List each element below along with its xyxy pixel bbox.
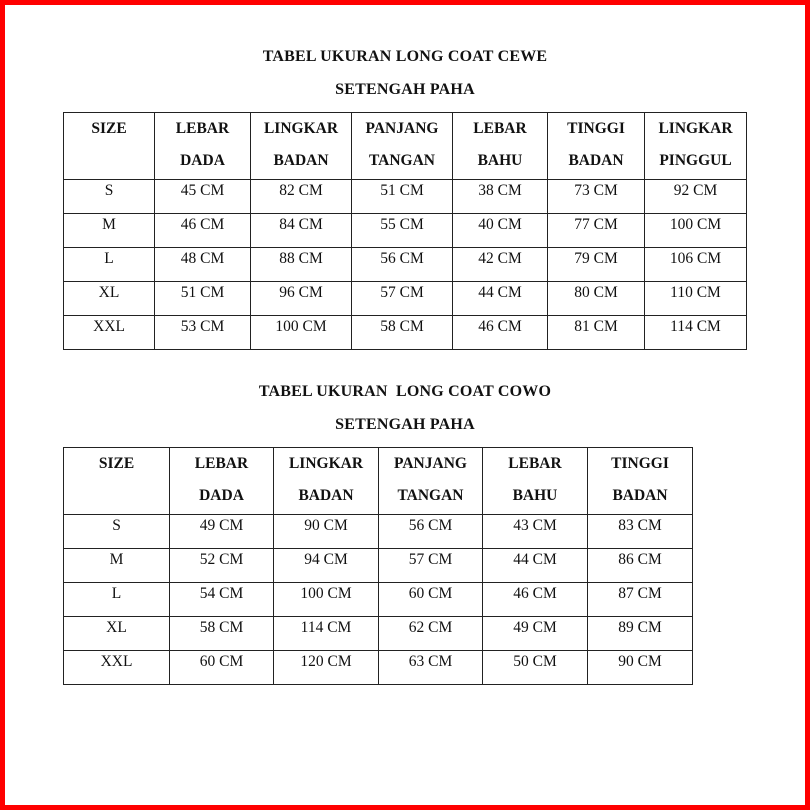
header-line: LEBAR	[194, 455, 249, 472]
measurement-cell: 58 CM	[170, 617, 274, 651]
measurement-cell: 73 CM	[548, 180, 645, 214]
size-cell: XL	[64, 617, 170, 651]
header-line: PANJANG	[365, 120, 439, 137]
header-line: TANGAN	[368, 152, 436, 169]
measurement-cell: 62 CM	[379, 617, 483, 651]
size-table-cowo	[63, 447, 693, 685]
measurement-cell: 100 CM	[645, 214, 747, 248]
size-cell: S	[64, 515, 170, 549]
table-row	[64, 316, 747, 350]
measurement-cell: 49 CM	[170, 515, 274, 549]
measurement-cell: 110 CM	[645, 282, 747, 316]
measurement-cell: 60 CM	[379, 583, 483, 617]
header-line: PANJANG	[394, 455, 467, 472]
table-row	[64, 583, 693, 617]
measurement-cell: 94 CM	[274, 549, 379, 583]
size-cell: XL	[64, 282, 155, 316]
column-header-tinggi-badan	[548, 113, 645, 180]
size-cell: XXL	[64, 316, 155, 350]
measurement-cell: 84 CM	[251, 214, 352, 248]
column-header-lebar-dada	[155, 113, 251, 180]
table-row	[64, 617, 693, 651]
header-line: TINGGI	[611, 455, 669, 472]
header-line: BADAN	[568, 152, 624, 169]
measurement-cell: 49 CM	[483, 617, 588, 651]
measurement-cell: 56 CM	[379, 515, 483, 549]
measurement-cell: 44 CM	[483, 549, 588, 583]
measurement-cell: 51 CM	[352, 180, 453, 214]
measurement-cell: 80 CM	[548, 282, 645, 316]
measurement-cell: 100 CM	[251, 316, 352, 350]
size-cell: XXL	[64, 651, 170, 685]
column-header-lebar-bahu	[483, 448, 588, 515]
measurement-cell: 44 CM	[453, 282, 548, 316]
measurement-cell: 63 CM	[379, 651, 483, 685]
measurement-cell: 42 CM	[453, 248, 548, 282]
measurement-cell: 51 CM	[155, 282, 251, 316]
column-header-lingkar-badan	[251, 113, 352, 180]
header-line: LEBAR	[473, 120, 527, 137]
measurement-cell: 92 CM	[645, 180, 747, 214]
header-line: SIZE	[98, 455, 135, 472]
table-row	[64, 248, 747, 282]
measurement-cell: 40 CM	[453, 214, 548, 248]
measurement-cell: 46 CM	[483, 583, 588, 617]
measurement-cell: 89 CM	[588, 617, 693, 651]
measurement-cell: 54 CM	[170, 583, 274, 617]
measurement-cell: 46 CM	[155, 214, 251, 248]
measurement-cell: 77 CM	[548, 214, 645, 248]
header-line: LINGKAR	[658, 120, 733, 137]
header-line: DADA	[180, 152, 225, 169]
header-line: TANGAN	[397, 487, 464, 504]
measurement-cell: 57 CM	[379, 549, 483, 583]
measurement-cell: 96 CM	[251, 282, 352, 316]
column-header-lingkar-badan	[274, 448, 379, 515]
header-line: BAHU	[477, 152, 523, 169]
header-line: BADAN	[273, 152, 329, 169]
measurement-cell: 88 CM	[251, 248, 352, 282]
size-cell: L	[64, 583, 170, 617]
header-line: LINGKAR	[263, 120, 339, 137]
measurement-cell: 53 CM	[155, 316, 251, 350]
size-cell: M	[64, 214, 155, 248]
measurement-cell: 106 CM	[645, 248, 747, 282]
column-header-panjang-tangan	[352, 113, 453, 180]
size-cell: L	[64, 248, 155, 282]
column-header-size	[64, 448, 170, 515]
table-cewe-title: TABEL UKURAN LONG COAT CEWE	[262, 48, 548, 65]
header-line: LEBAR	[175, 120, 230, 137]
header-line: BADAN	[612, 487, 668, 504]
measurement-cell: 100 CM	[274, 583, 379, 617]
measurement-cell: 120 CM	[274, 651, 379, 685]
table-row	[64, 651, 693, 685]
measurement-cell: 46 CM	[453, 316, 548, 350]
measurement-cell: 60 CM	[170, 651, 274, 685]
size-table-cewe	[63, 112, 747, 350]
measurement-cell: 86 CM	[588, 549, 693, 583]
measurement-cell: 114 CM	[274, 617, 379, 651]
table-row	[64, 180, 747, 214]
measurement-cell: 90 CM	[274, 515, 379, 549]
measurement-cell: 57 CM	[352, 282, 453, 316]
table-row	[64, 282, 747, 316]
size-cell: M	[64, 549, 170, 583]
column-header-tinggi-badan	[588, 448, 693, 515]
measurement-cell: 87 CM	[588, 583, 693, 617]
header-row	[64, 113, 747, 180]
header-line: TINGGI	[567, 120, 625, 137]
size-cell: S	[64, 180, 155, 214]
measurement-cell: 90 CM	[588, 651, 693, 685]
header-row	[64, 448, 693, 515]
measurement-cell: 79 CM	[548, 248, 645, 282]
column-header-lebar-bahu	[453, 113, 548, 180]
table-row	[64, 515, 693, 549]
header-line: DADA	[199, 487, 244, 504]
header-line: PINGGUL	[659, 152, 732, 169]
header-line: LEBAR	[508, 455, 562, 472]
column-header-size	[64, 113, 155, 180]
measurement-cell: 50 CM	[483, 651, 588, 685]
measurement-cell: 114 CM	[645, 316, 747, 350]
measurement-cell: 48 CM	[155, 248, 251, 282]
measurement-cell: 81 CM	[548, 316, 645, 350]
measurement-cell: 56 CM	[352, 248, 453, 282]
measurement-cell: 83 CM	[588, 515, 693, 549]
table-cowo-title: TABEL UKURAN LONG COAT COWO	[258, 383, 552, 400]
column-header-lingkar-pinggul	[645, 113, 747, 180]
column-header-lebar-dada	[170, 448, 274, 515]
measurement-cell: 52 CM	[170, 549, 274, 583]
measurement-cell: 82 CM	[251, 180, 352, 214]
table-cewe-subtitle: SETENGAH PAHA	[335, 81, 475, 98]
measurement-cell: 43 CM	[483, 515, 588, 549]
header-line: LINGKAR	[288, 455, 364, 472]
measurement-cell: 45 CM	[155, 180, 251, 214]
measurement-cell: 55 CM	[352, 214, 453, 248]
measurement-cell: 58 CM	[352, 316, 453, 350]
column-header-panjang-tangan	[379, 448, 483, 515]
table-row	[64, 214, 747, 248]
header-line: BADAN	[298, 487, 354, 504]
table-row	[64, 549, 693, 583]
header-line: BAHU	[512, 487, 558, 504]
header-line: SIZE	[91, 120, 127, 137]
table-cowo-subtitle: SETENGAH PAHA	[335, 416, 475, 433]
measurement-cell: 38 CM	[453, 180, 548, 214]
